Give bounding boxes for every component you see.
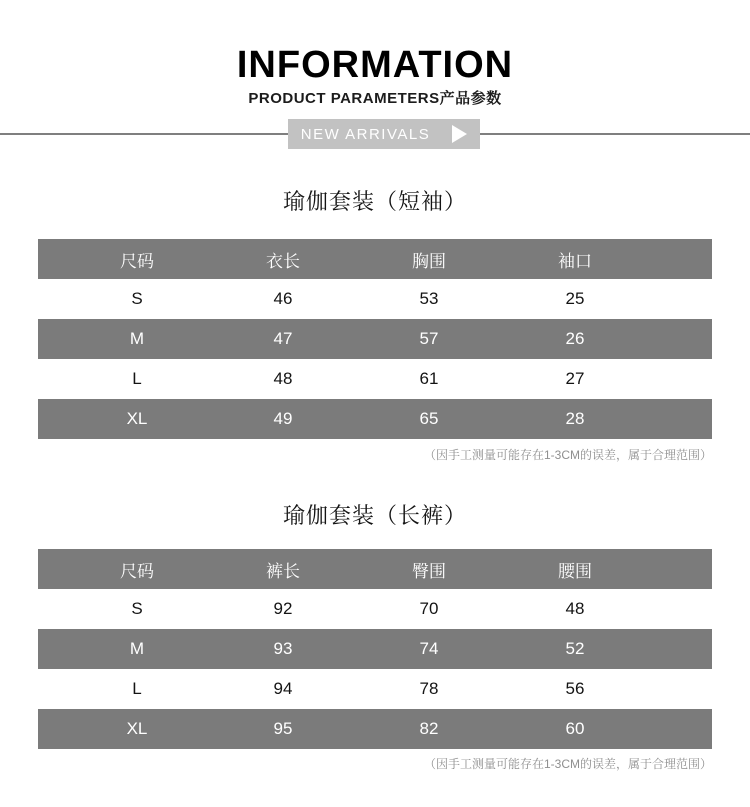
table-header-row xyxy=(38,239,712,279)
value-cell: 93 xyxy=(273,639,293,658)
value-cell: 70 xyxy=(419,599,439,618)
size-label: XL xyxy=(126,719,148,738)
value-cell: 53 xyxy=(419,289,439,308)
table-row-xl xyxy=(38,399,712,439)
size-label: L xyxy=(132,679,142,698)
column-header-bust: 胸围 xyxy=(412,251,446,271)
value-cell: 28 xyxy=(565,409,585,428)
value-cell: 49 xyxy=(273,409,293,428)
column-header-length: 衣长 xyxy=(266,251,300,271)
value-cell: 25 xyxy=(565,289,585,308)
value-cell: 26 xyxy=(565,329,585,348)
table-header-row xyxy=(38,549,712,589)
page-subtitle: PRODUCT PARAMETERS产品参数 xyxy=(248,90,502,107)
value-cell: 94 xyxy=(273,679,293,698)
table-row-l xyxy=(38,359,712,399)
value-cell: 74 xyxy=(419,639,439,658)
value-cell: 57 xyxy=(419,329,439,348)
size-label: XL xyxy=(126,409,148,428)
value-cell: 47 xyxy=(273,329,293,348)
section-title-long-pants: 瑜伽套装（长裤） xyxy=(282,503,467,528)
value-cell: 56 xyxy=(565,679,585,698)
table-row-m xyxy=(38,629,712,669)
value-cell: 95 xyxy=(273,719,293,738)
size-label: S xyxy=(131,599,143,618)
page-title: INFORMATION xyxy=(236,44,514,86)
arrow-right-icon xyxy=(452,125,467,143)
value-cell: 60 xyxy=(565,719,585,738)
table-row-xl xyxy=(38,709,712,749)
table-row-s xyxy=(38,589,712,629)
size-label: L xyxy=(132,369,142,388)
column-header-size: 尺码 xyxy=(120,251,154,271)
size-label: M xyxy=(129,639,145,658)
value-cell: 78 xyxy=(419,679,439,698)
value-cell: 48 xyxy=(565,599,585,618)
banner-label: NEW ARRIVALS xyxy=(300,125,431,143)
table-row-l xyxy=(38,669,712,709)
column-header-hip: 臀围 xyxy=(412,561,446,581)
size-label: M xyxy=(129,329,145,348)
section-title-short-sleeve: 瑜伽套装（短袖） xyxy=(282,189,467,214)
column-header-waist: 腰围 xyxy=(558,561,592,581)
value-cell: 65 xyxy=(419,409,439,428)
value-cell: 92 xyxy=(273,599,293,618)
size-table-short-sleeve xyxy=(38,239,712,439)
value-cell: 27 xyxy=(565,369,585,388)
value-cell: 48 xyxy=(273,369,293,388)
measurement-note: （因手工测量可能存在1-3CM的误差，属于合理范围） xyxy=(423,757,712,771)
value-cell: 82 xyxy=(419,719,439,738)
table-row-m xyxy=(38,319,712,359)
value-cell: 61 xyxy=(419,369,439,388)
value-cell: 52 xyxy=(565,639,585,658)
new-arrivals-banner xyxy=(288,119,480,149)
measurement-note: （因手工测量可能存在1-3CM的误差，属于合理范围） xyxy=(423,448,712,462)
banner-strip xyxy=(0,119,750,149)
value-cell: 46 xyxy=(273,289,293,308)
column-header-size: 尺码 xyxy=(120,561,154,581)
size-label: S xyxy=(131,289,143,308)
column-header-pant-length: 裤长 xyxy=(266,561,300,581)
column-header-cuff: 袖口 xyxy=(558,251,592,271)
table-row-s xyxy=(38,279,712,319)
size-table-long-pants xyxy=(38,549,712,749)
page-header xyxy=(0,0,750,107)
